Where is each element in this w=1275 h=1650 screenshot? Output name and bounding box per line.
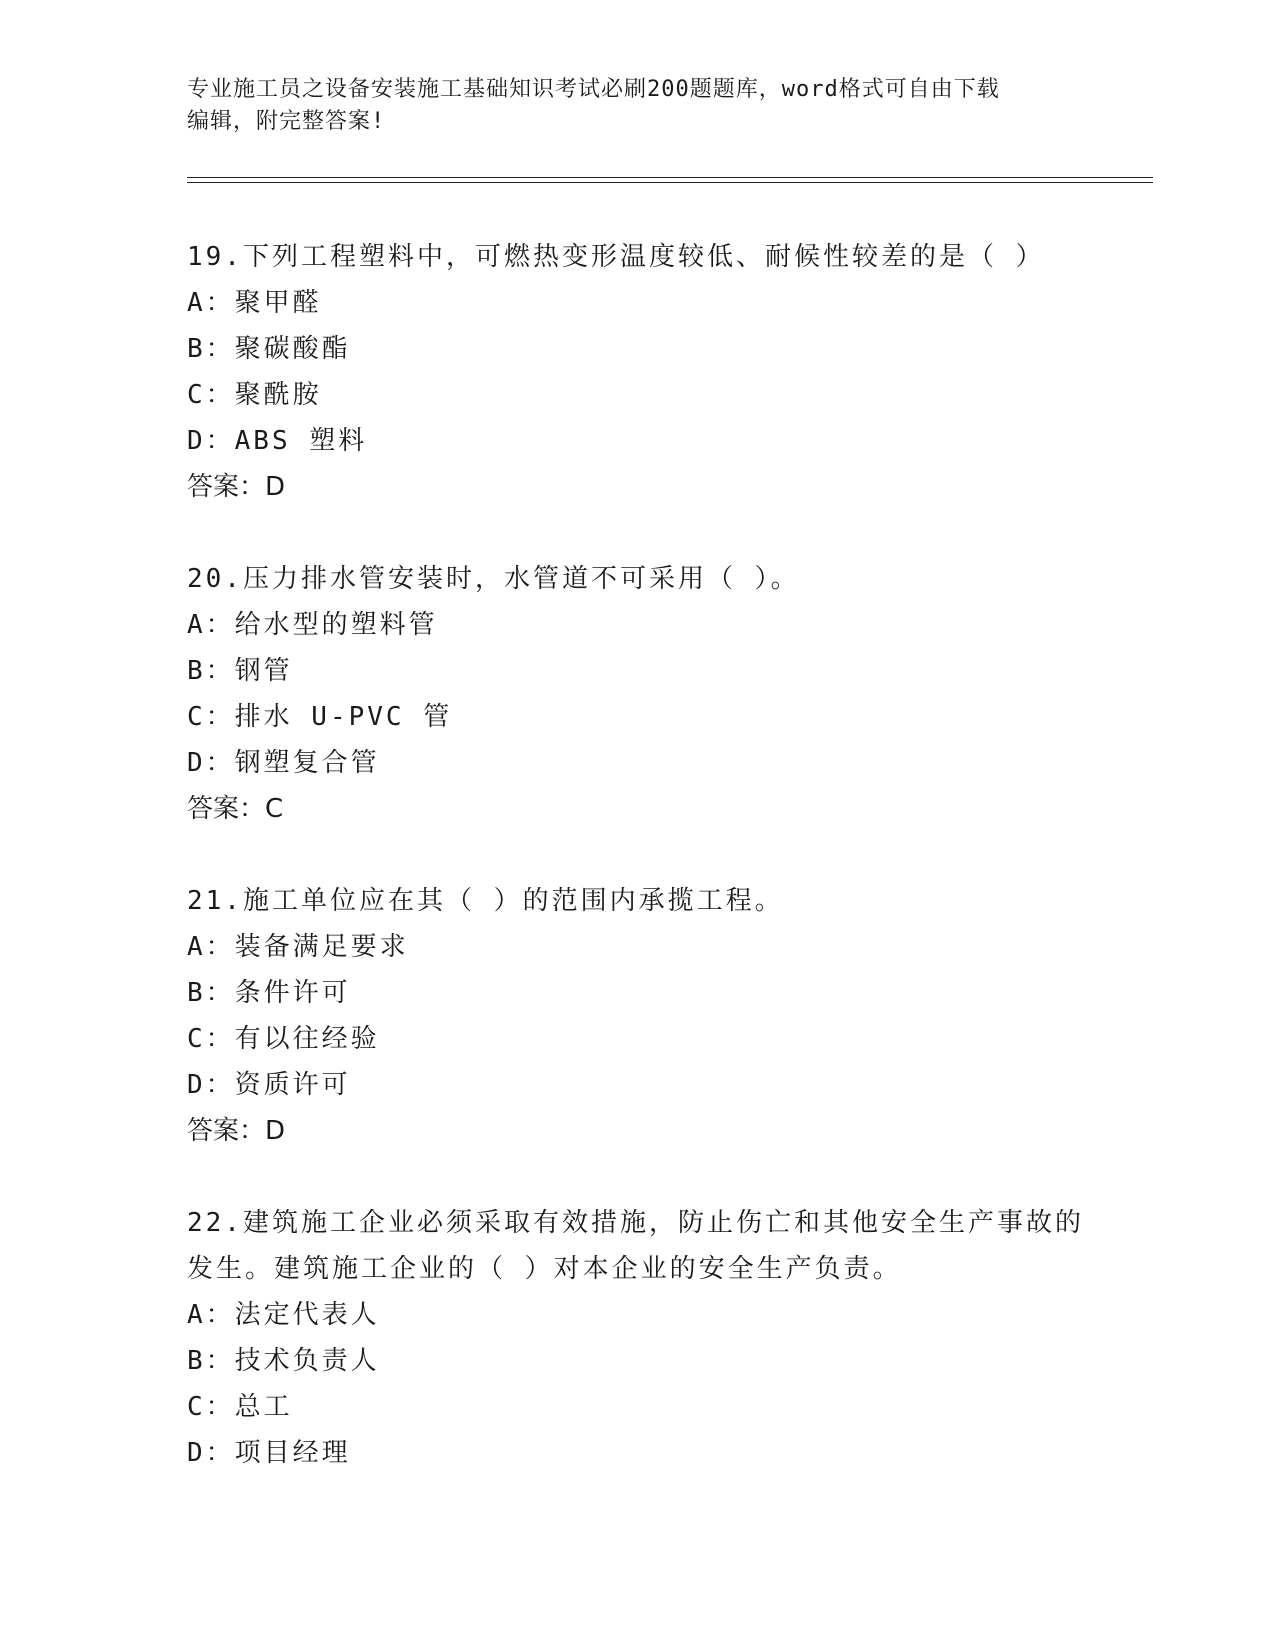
option-c: C：总工: [187, 1392, 293, 1422]
question-text: 19.下列工程塑料中，可燃热变形温度较低、耐候性较差的是（ ）: [187, 242, 1045, 272]
option-a: A：给水型的塑料管: [187, 610, 438, 640]
document-header: [187, 74, 1087, 138]
header-line-2: 编辑，附完整答案!: [187, 109, 386, 134]
header-divider-top: [187, 177, 1153, 178]
question-19: [187, 234, 1167, 510]
question-21: [187, 878, 1167, 1154]
option-d: D：项目经理: [187, 1438, 351, 1468]
option-d: D：资质许可: [187, 1070, 351, 1100]
option-c: C：有以往经验: [187, 1024, 380, 1054]
option-a: A：聚甲醛: [187, 288, 322, 318]
question-text: 21.施工单位应在其（ ）的范围内承揽工程。: [187, 886, 784, 916]
question-20: [187, 556, 1167, 832]
answer: 答案：D: [187, 1116, 286, 1146]
question-22: [187, 1200, 1167, 1476]
header-divider-bottom: [187, 182, 1153, 183]
option-d: D：ABS 塑料: [187, 426, 368, 456]
header-line-1: 专业施工员之设备安装施工基础知识考试必刷200题题库，word格式可自由下载: [187, 77, 1000, 102]
option-b: B：钢管: [187, 656, 293, 686]
option-b: B：技术负责人: [187, 1346, 380, 1376]
question-list: [187, 234, 1167, 1522]
option-c: C：排水 U-PVC 管: [187, 702, 453, 732]
question-text: 20.压力排水管安装时，水管道不可采用（ ）。: [187, 564, 800, 594]
option-a: A：法定代表人: [187, 1300, 380, 1330]
option-a: A：装备满足要求: [187, 932, 409, 962]
option-b: B：聚碳酸酯: [187, 334, 351, 364]
question-text-line-1: 22.建筑施工企业必须采取有效措施，防止伤亡和其他安全生产事故的: [187, 1208, 1084, 1238]
option-b: B：条件许可: [187, 978, 351, 1008]
option-c: C：聚酰胺: [187, 380, 322, 410]
question-text-line-2: 发生。建筑施工企业的（ ）对本企业的安全生产负责。: [187, 1254, 902, 1284]
answer: 答案：D: [187, 472, 286, 502]
option-d: D：钢塑复合管: [187, 748, 380, 778]
answer: 答案：C: [187, 794, 284, 824]
